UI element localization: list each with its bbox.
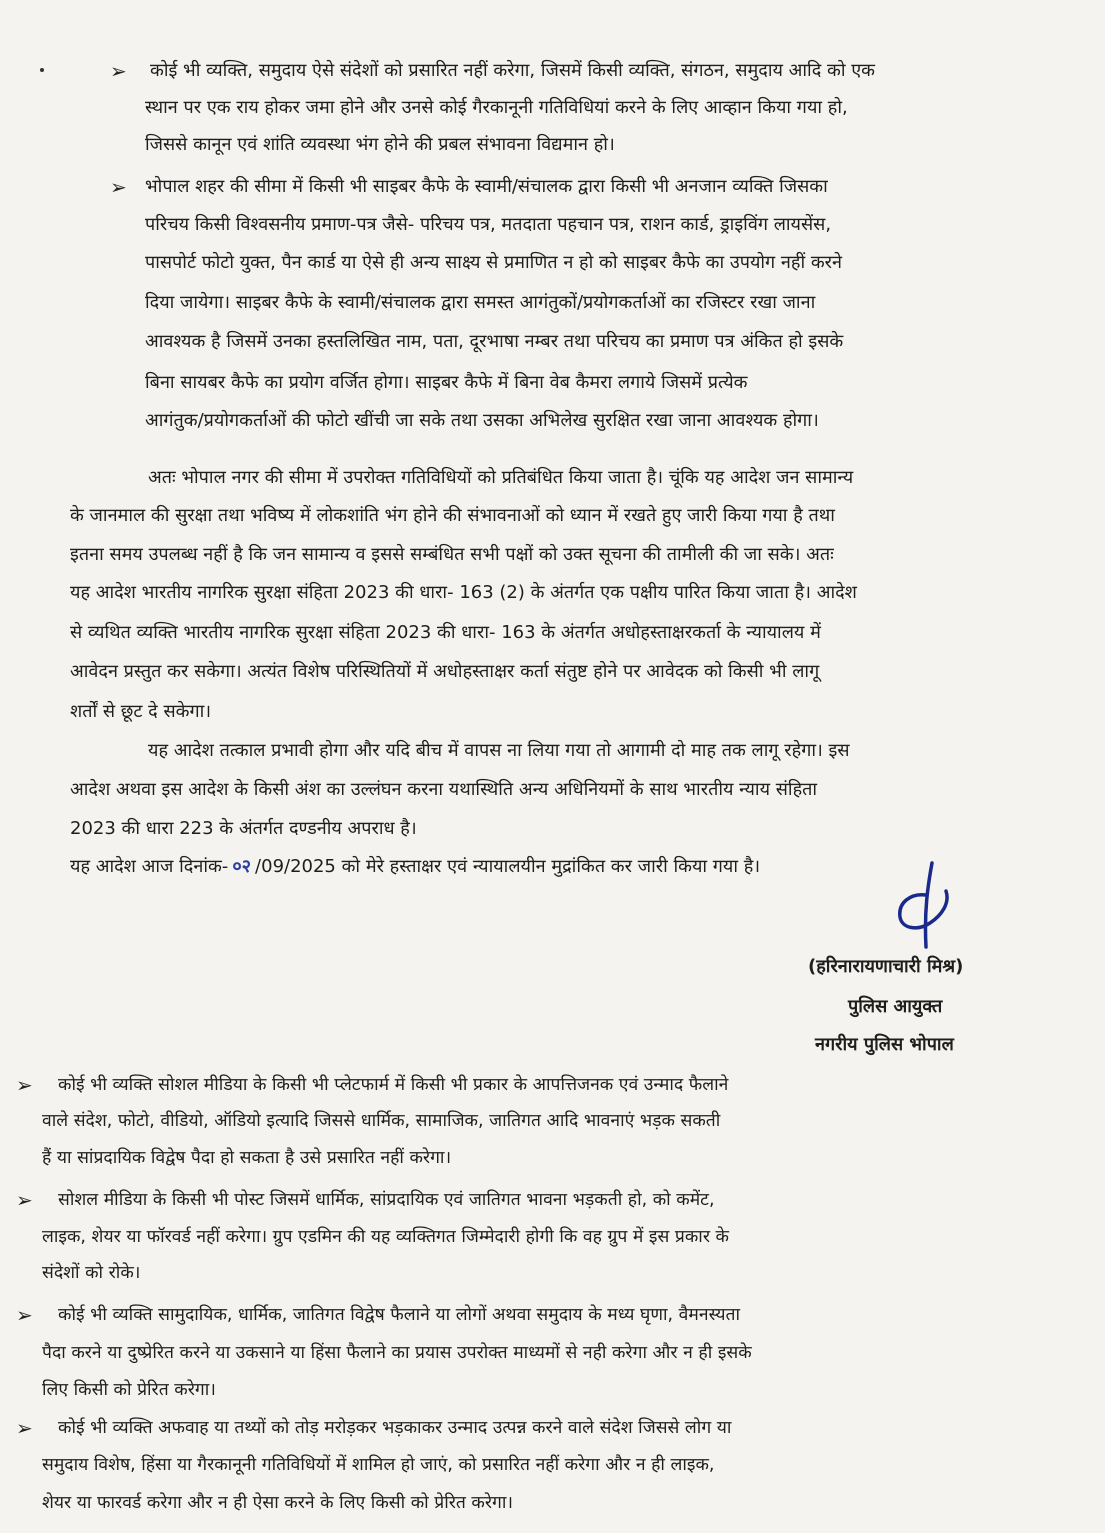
arrow-bullet-icon: ➢ (110, 175, 127, 199)
text-line: पैदा करने या दुष्प्रेरित करने या उकसाने या हिंसा फैलाने का प्रयास उपरोक्त माध्यमों से नही करेगा और न ही इसके (42, 1343, 752, 1363)
issue-date-line (70, 854, 760, 880)
text-line: दिया जायेगा। साइबर कैफे के स्वामी/संचालक द्वारा समस्त आगंतुकों/प्रयोगकर्ताओं का रजिस्टर रखा जाना (145, 292, 816, 313)
text-line: आगंतुक/प्रयोगकर्ताओं की फोटो खींची जा सके तथा उसका अभिलेख सुरक्षित रखा जाना आवश्यक होगा। (145, 410, 819, 431)
ink-dot (40, 68, 44, 72)
text-line: संदेशों को रोके। (42, 1263, 141, 1283)
text-line: कोई भी व्यक्ति सामुदायिक, धार्मिक, जातिगत विद्वेष फैलाने या लोगों अथवा समुदाय के मध्य घृणा, वैमनस्यता (58, 1305, 741, 1325)
arrow-bullet-icon: ➢ (16, 1188, 33, 1212)
issue-prefix: यह आदेश आज दिनांक- (70, 856, 229, 877)
signatory-name: (हरिनारायणाचारी मिश्र) (808, 956, 964, 977)
text-line: लिए किसी को प्रेरित करेगा। (42, 1380, 216, 1400)
signatory-office: नगरीय पुलिस भोपाल (815, 1034, 954, 1055)
text-line: भोपाल शहर की सीमा में किसी भी साइबर कैफे के स्वामी/संचालक द्वारा किसी भी अनजान व्यक्ति जिसका (145, 176, 828, 197)
text-line: के जानमाल की सुरक्षा तथा भविष्य में लोकशांति भंग होने की संभावनाओं को ध्यान में रखते हुए जारी किया गया है तथा (70, 505, 835, 526)
text-line: से व्यथित व्यक्ति भारतीय नागरिक सुरक्षा संहिता 2023 की धारा- 163 के अंतर्गत अधोहस्ताक्षरकर्ता के न्यायालय में (70, 622, 821, 643)
text-line: आदेश अथवा इस आदेश के किसी अंश का उल्लंघन करना यथास्थिति अन्य अधिनियमों के साथ भारतीय न्याय संहिता (70, 779, 818, 800)
arrow-bullet-icon: ➢ (110, 59, 127, 83)
text-line: कोई भी व्यक्ति, समुदाय ऐसे संदेशों को प्रसारित नहीं करेगा, जिसमें किसी व्यक्ति, संगठन, समुदाय आदि को एक (150, 60, 875, 81)
text-line: हैं या सांप्रदायिक विद्वेष पैदा हो सकता है उसे प्रसारित नहीं करेगा। (42, 1148, 452, 1168)
text-line: आवेदन प्रस्तुत कर सकेगा। अत्यंत विशेष परिस्थितियों में अधोहस्ताक्षर कर्ता संतुष्ट होने पर आवेदक को किसी भी लागू (70, 661, 820, 682)
arrow-bullet-icon: ➢ (16, 1073, 33, 1097)
text-line: वाले संदेश, फोटो, वीडियो, ऑडियो इत्यादि जिससे धार्मिक, सामाजिक, जातिगत आदि भावनाएं भड़क सकती (42, 1111, 721, 1131)
text-line: बिना सायबर कैफे का प्रयोग वर्जित होगा। साइबर कैफे में बिना वेब कैमरा लगाये जिसमें प्रत्येक (145, 372, 748, 393)
text-line: आवश्यक है जिसमें उनका हस्तलिखित नाम, पता, दूरभाषा नम्बर तथा परिचय का प्रमाण पत्र अंकित हो इसके (145, 331, 844, 352)
text-line: कोई भी व्यक्ति सोशल मीडिया के किसी भी प्लेटफार्म में किसी भी प्रकार के आपत्तिजनक एवं उन्माद फैलाने (58, 1075, 729, 1095)
signatory-designation: पुलिस आयुक्त (848, 996, 943, 1017)
arrow-bullet-icon: ➢ (16, 1303, 33, 1327)
text-line: सोशल मीडिया के किसी भी पोस्ट जिसमें धार्मिक, सांप्रदायिक एवं जातिगत भावना भड़कती हो, को कमेंट, (58, 1190, 715, 1210)
text-line: पासपोर्ट फोटो युक्त, पैन कार्ड या ऐसे ही अन्य साक्ष्य से प्रमाणित न हो को साइबर कैफे का उपयोग नहीं करने (145, 252, 843, 273)
text-line: जिससे कानून एवं शांति व्यवस्था भंग होने की प्रबल संभावना विद्यमान हो। (145, 134, 615, 155)
text-line: शेयर या फारवर्ड करेगा और न ही ऐसा करने के लिए किसी को प्रेरित करेगा। (42, 1493, 514, 1513)
text-line: इतना समय उपलब्ध नहीं है कि जन सामान्य व इससे सम्बंधित सभी पक्षों को उक्त सूचना की तामीली की जा सके। अतः (70, 544, 834, 565)
issue-day-handwritten: ०२ (232, 856, 252, 877)
text-line: समुदाय विशेष, हिंसा या गैरकानूनी गतिविधियों में शामिल हो जाएं, को प्रसारित नहीं करेगा और न ही लाइक, (42, 1455, 715, 1475)
text-line: स्थान पर एक राय होकर जमा होने और उनसे कोई गैरकानूनी गतिविधियां करने के लिए आव्हान किया गया हो, (145, 97, 848, 118)
text-line: यह आदेश तत्काल प्रभावी होगा और यदि बीच में वापस ना लिया गया तो आगामी दो माह तक लागू रहेगा। इस (148, 740, 850, 761)
text-line: 2023 की धारा 223 के अंतर्गत दण्डनीय अपराध है। (70, 818, 417, 839)
issue-suffix: /09/2025 को मेरे हस्ताक्षर एवं न्यायालयीन मुद्रांकित कर जारी किया गया है। (255, 856, 761, 877)
text-line: परिचय किसी विश्वसनीय प्रमाण-पत्र जैसे- परिचय पत्र, मतदाता पहचान पत्र, राशन कार्ड, ड्राइविंग लायसेंस, (145, 214, 832, 235)
text-line: शर्तों से छूट दे सकेगा। (70, 701, 212, 722)
text-line: यह आदेश भारतीय नागरिक सुरक्षा संहिता 2023 की धारा- 163 (2) के अंतर्गत एक पक्षीय पारित किया जाता है। आदेश (70, 582, 857, 603)
text-line: अतः भोपाल नगर की सीमा में उपरोक्त गतिविधियों को प्रतिबंधित किया जाता है। चूंकि यह आदेश जन सामान्य (148, 467, 854, 488)
signature-mark (880, 855, 970, 955)
arrow-bullet-icon: ➢ (16, 1416, 33, 1440)
text-line: कोई भी व्यक्ति अफवाह या तथ्यों को तोड़ मरोड़कर भड़काकर उन्माद उत्पन्न करने वाले संदेश जिससे लोग या (58, 1418, 732, 1438)
text-line: लाइक, शेयर या फॉरवर्ड नहीं करेगा। ग्रुप एडमिन की यह व्यक्तिगत जिम्मेदारी होगी कि वह ग्रुप में इस प्रकार के (42, 1227, 729, 1247)
